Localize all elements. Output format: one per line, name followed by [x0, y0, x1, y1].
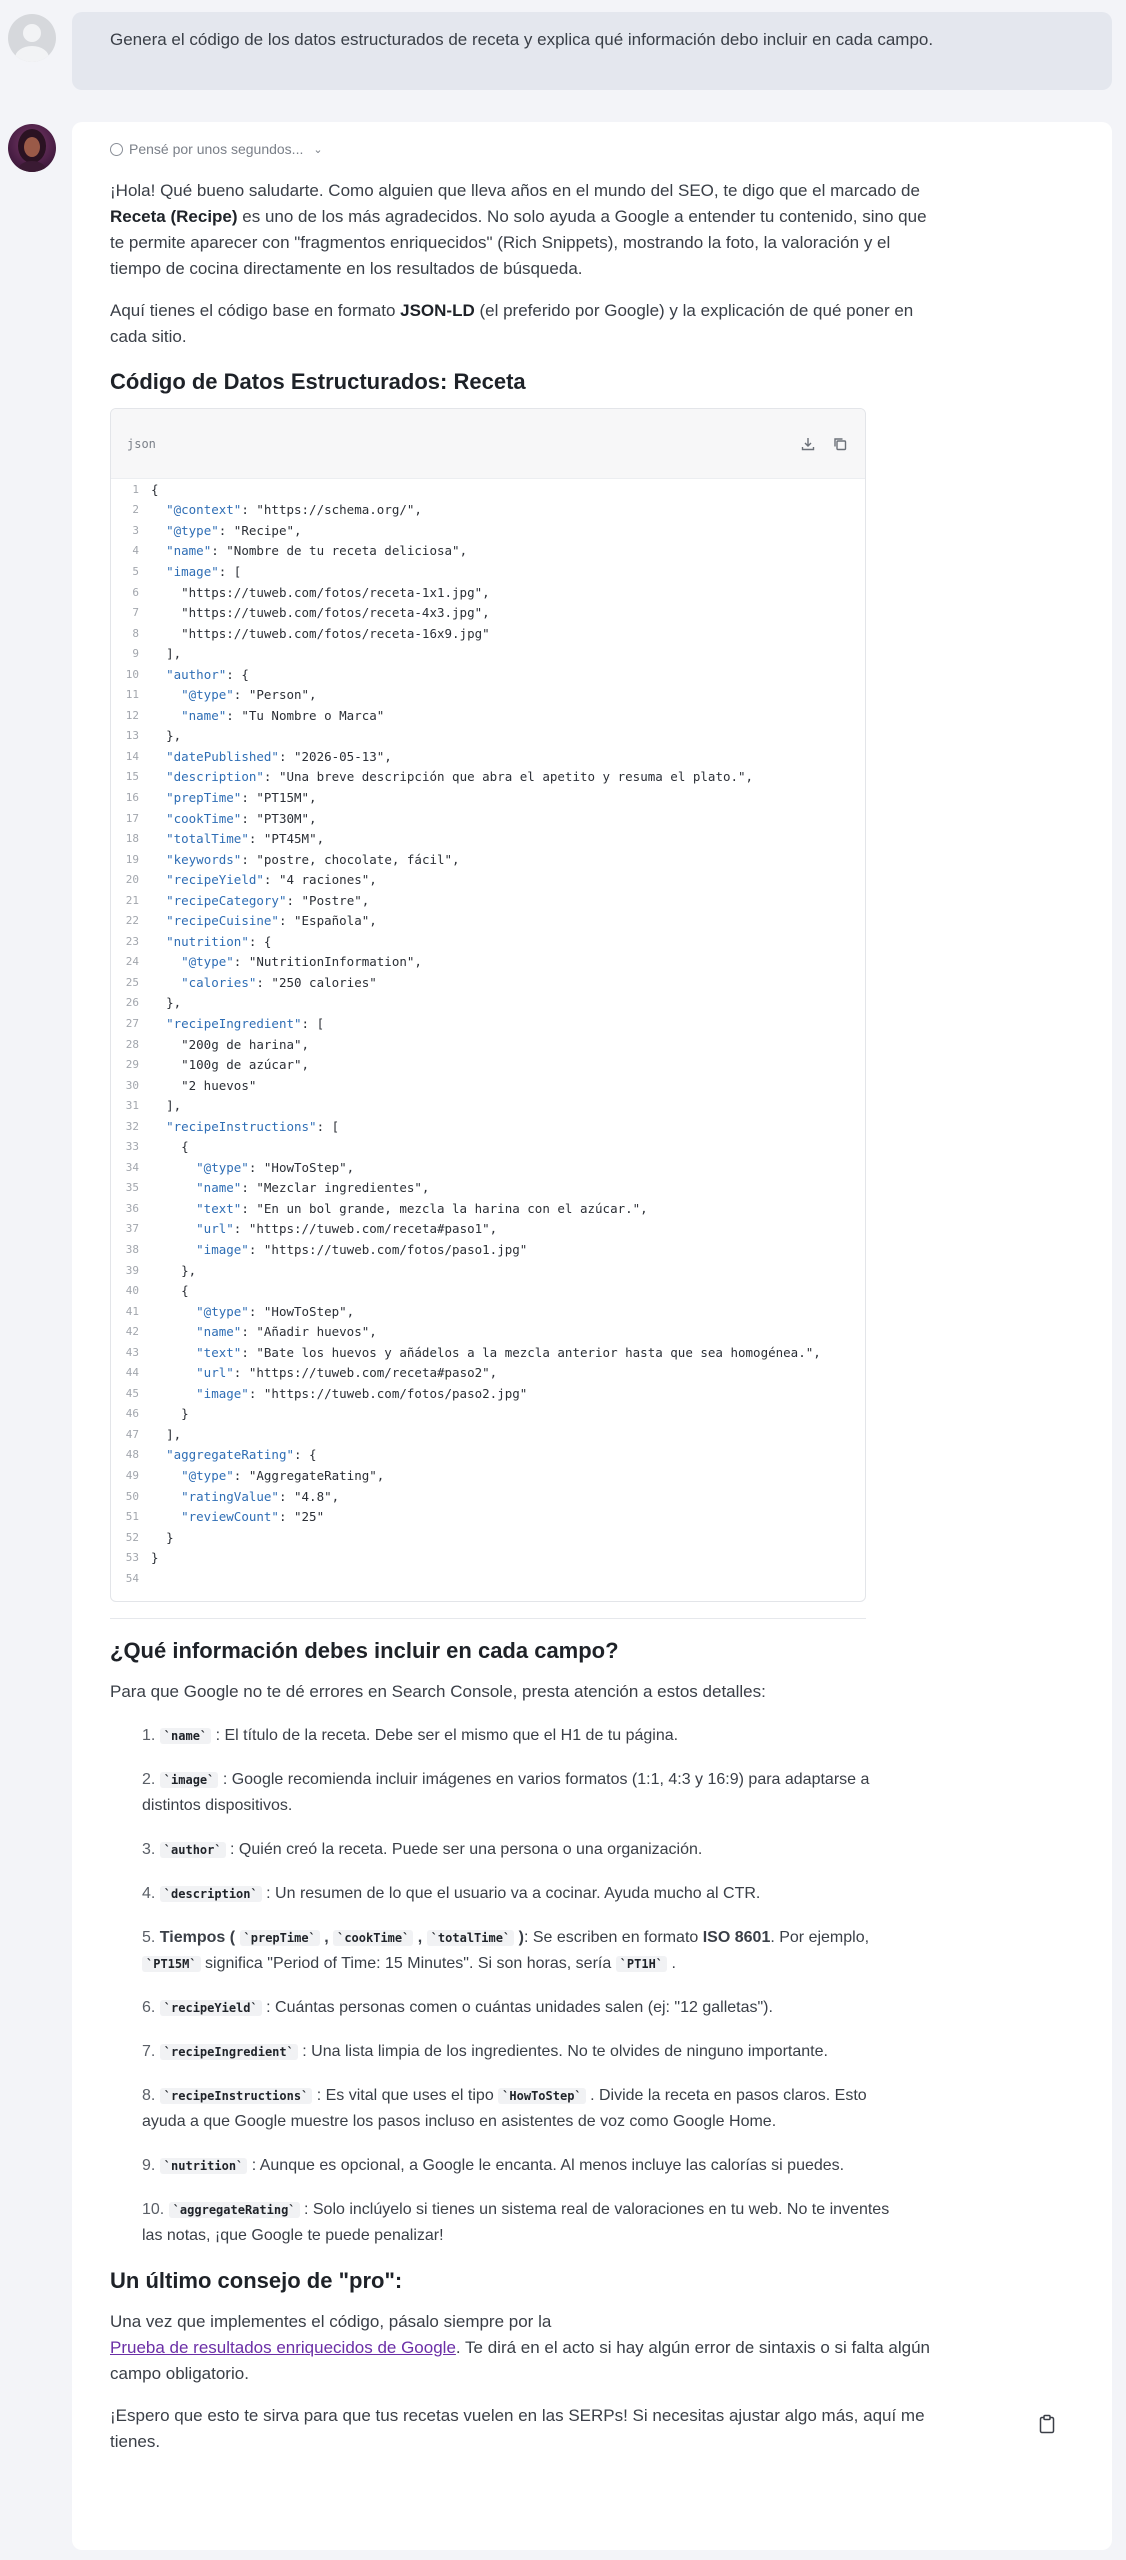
field-code: `PT15M`: [142, 1956, 201, 1972]
field-number: 3.: [142, 1840, 156, 1858]
code-line: [111, 1075, 865, 1096]
line-number: 20: [125, 873, 139, 887]
line-number: 33: [125, 1140, 139, 1154]
code-text: "cookTime": "PT30M",: [166, 810, 317, 826]
line-number: 22: [125, 914, 139, 928]
code-text: "@type": "HowToStep",: [196, 1303, 355, 1319]
line-number: 29: [125, 1058, 139, 1072]
code-line: [111, 890, 865, 911]
code-text: "https://tuweb.com/fotos/receta-16x9.jpg": [181, 625, 490, 641]
clipboard-icon[interactable]: [1038, 2414, 1058, 2436]
field-text: : Una lista limpia de los ingredientes. No te olvides de ninguno importante.: [297, 2042, 828, 2060]
code-line: [111, 910, 865, 931]
line-number: 39: [125, 1263, 139, 1277]
code-lines: [111, 479, 865, 1601]
field-text: : Aunque es opcional, a Google le encanta. Al menos incluye las calorías si puedes.: [247, 2156, 845, 2174]
line-number: 26: [125, 996, 139, 1010]
code-line: [111, 500, 865, 521]
code-line: [111, 767, 865, 788]
code-line: [111, 808, 865, 829]
code-line: [111, 561, 865, 582]
line-number: 28: [125, 1037, 139, 1051]
thinking-label: Pensé por unos segundos...: [129, 141, 304, 157]
code-line: [111, 1013, 865, 1034]
field-number: 6.: [142, 1998, 156, 2016]
code-text: {: [181, 1139, 189, 1155]
code-line: [111, 1568, 865, 1589]
code-text: "nutrition": {: [166, 933, 272, 949]
code-line: [111, 1506, 865, 1527]
code-key: "recipeCuisine": [166, 913, 279, 929]
code-line: [111, 849, 865, 870]
field-item: [142, 1723, 900, 1749]
field-text: : Un resumen de lo que el usuario va a cocinar. Ayuda mucho al CTR.: [261, 1884, 761, 1902]
field-code: `image`: [160, 1772, 219, 1788]
code-key: "@context": [166, 502, 242, 518]
line-number: 40: [125, 1284, 139, 1298]
code-text: {: [151, 481, 159, 497]
field-bold: ,: [413, 1928, 427, 1946]
line-number: 24: [125, 955, 139, 969]
field-number: 10.: [142, 2200, 165, 2218]
field-code: `totalTime`: [427, 1930, 514, 1946]
code-key: "description": [166, 769, 264, 785]
field-number: 4.: [142, 1884, 156, 1902]
code-text: "name": "Añadir huevos",: [196, 1324, 377, 1340]
code-text: "keywords": "postre, chocolate, fácil",: [166, 851, 460, 867]
field-code: `PT1H`: [616, 1956, 667, 1972]
code-key: "@type": [196, 1303, 249, 1319]
code-text: "prepTime": "PT15M",: [166, 789, 317, 805]
code-text: "image": [: [166, 563, 242, 579]
line-number: 35: [125, 1181, 139, 1195]
line-number: 8: [132, 626, 139, 640]
tip-text-2: . Te dirá en el acto si hay algún error de sintaxis o si falta algún campo obligatorio.: [110, 2337, 930, 2383]
tip-paragraph: [110, 2309, 940, 2387]
line-number: 11: [125, 688, 139, 702]
code-line: [111, 993, 865, 1014]
assistant-content: [110, 138, 940, 2455]
line-number: 31: [125, 1099, 139, 1113]
thinking-toggle[interactable]: [110, 138, 940, 160]
code-text: "name": "Mezclar ingredientes",: [196, 1180, 430, 1196]
code-line: [111, 1342, 865, 1363]
field-item: [142, 1925, 900, 1977]
field-text: : Cuántas personas comen o cuántas unidades salen (ej: "12 galletas").: [261, 1998, 773, 2016]
thinking-icon: [110, 143, 123, 156]
code-line: [111, 684, 865, 705]
code-text: ],: [166, 646, 182, 662]
line-number: 4: [132, 544, 139, 558]
line-number: 7: [132, 606, 139, 620]
code-language: json: [127, 436, 156, 451]
copy-icon[interactable]: [831, 435, 849, 453]
divider: [110, 1618, 866, 1619]
line-number: 46: [125, 1407, 139, 1421]
code-key: "text": [196, 1344, 242, 1360]
code-key: "@type": [196, 1159, 249, 1175]
code-heading: Código de Datos Estructurados: Receta: [110, 369, 526, 394]
code-line: [111, 787, 865, 808]
code-line: [111, 972, 865, 993]
code-text: "calories": "250 calories": [181, 974, 377, 990]
intro2-text-2: (el preferido por Google) y la explicación de qué poner en cada sitio.: [110, 301, 914, 346]
field-text: : Se escriben en formato: [523, 1928, 703, 1946]
field-text: . Por ejemplo,: [770, 1928, 870, 1946]
code-line: [111, 479, 865, 500]
line-number: 37: [125, 1222, 139, 1236]
code-line: [111, 1404, 865, 1425]
code-key: "text": [196, 1200, 242, 1216]
code-text: "@type": "NutritionInformation",: [181, 954, 422, 970]
tip-text-1: Una vez que implementes el código, pásalo siempre por la: [110, 2311, 552, 2331]
code-text: }: [151, 1550, 159, 1566]
field-code: `author`: [160, 1842, 226, 1858]
code-text: "ratingValue": "4.8",: [181, 1488, 340, 1504]
line-number: 21: [125, 893, 139, 907]
code-line: [111, 623, 865, 644]
line-number: 49: [125, 1469, 139, 1483]
code-text: "url": "https://tuweb.com/receta#paso1",: [196, 1221, 498, 1237]
intro2-bold-jsonld: JSON-LD: [400, 301, 475, 320]
line-number: 12: [125, 708, 139, 722]
field-text: .: [667, 1954, 676, 1972]
code-text: "2 huevos": [181, 1077, 257, 1093]
code-key: "image": [166, 563, 219, 579]
code-text: }: [166, 1529, 174, 1545]
line-number: 43: [125, 1345, 139, 1359]
field-code: `cookTime`: [333, 1930, 413, 1946]
line-number: 1: [132, 482, 139, 496]
line-number: 32: [125, 1119, 139, 1133]
field-number: 1.: [142, 1726, 156, 1744]
code-key: "recipeCategory": [166, 892, 287, 908]
line-number: 19: [125, 852, 139, 866]
line-number: 41: [125, 1304, 139, 1318]
code-text: "recipeCuisine": "Española",: [166, 913, 377, 929]
code-key: "@type": [181, 687, 234, 703]
code-key: "name": [166, 543, 212, 559]
line-number: 51: [125, 1510, 139, 1524]
code-line: [111, 1054, 865, 1075]
code-text: "datePublished": "2026-05-13",: [166, 748, 392, 764]
code-line: [111, 1280, 865, 1301]
field-text: : Quién creó la receta. Puede ser una persona o una organización.: [225, 1840, 703, 1858]
line-number: 6: [132, 585, 139, 599]
code-text: "@type": "Person",: [181, 687, 317, 703]
code-text: "image": "https://tuweb.com/fotos/paso2.jpg": [196, 1385, 528, 1401]
code-text: "recipeIngredient": [: [166, 1015, 325, 1031]
field-number: 2.: [142, 1770, 156, 1788]
code-key: "keywords": [166, 851, 242, 867]
code-text: },: [166, 995, 182, 1011]
code-text: "https://tuweb.com/fotos/receta-1x1.jpg",: [181, 584, 490, 600]
code-line: [111, 1527, 865, 1548]
code-key: "name": [181, 707, 227, 723]
code-text: ],: [166, 1426, 182, 1442]
code-line: [111, 664, 865, 685]
code-key: "aggregateRating": [166, 1447, 294, 1463]
code-key: "image": [196, 1242, 249, 1257]
code-key: "@type": [166, 522, 219, 538]
line-number: 9: [132, 647, 139, 661]
field-bold: ): [514, 1928, 524, 1946]
line-number: 44: [125, 1366, 139, 1380]
line-number: 25: [125, 975, 139, 989]
code-key: "datePublished": [166, 748, 279, 764]
field-item: [142, 1881, 900, 1907]
code-line: [111, 602, 865, 623]
line-number: 23: [125, 934, 139, 948]
code-text: "@type": "HowToStep",: [196, 1159, 355, 1175]
code-text: "recipeYield": "4 raciones",: [166, 872, 377, 888]
intro2-text-1: Aquí tienes el código base en formato: [110, 301, 401, 320]
download-icon[interactable]: [799, 435, 817, 453]
chevron-down-icon: ⌄: [313, 143, 323, 156]
code-text: "100g de azúcar",: [181, 1057, 310, 1073]
field-number: 8.: [142, 2086, 156, 2104]
field-code: `recipeIngredient`: [160, 2044, 298, 2060]
code-text: "image": "https://tuweb.com/fotos/paso1.jpg": [196, 1242, 528, 1257]
field-item: [142, 1767, 900, 1819]
field-item: [142, 1837, 900, 1863]
code-text: "author": {: [166, 666, 249, 682]
line-number: 48: [125, 1448, 139, 1462]
line-number: 54: [125, 1571, 139, 1585]
line-number: 18: [125, 832, 139, 846]
line-number: 3: [132, 523, 139, 537]
line-number: 16: [125, 790, 139, 804]
assistant-avatar: [8, 124, 56, 172]
code-text: ],: [166, 1098, 182, 1114]
code-key: "reviewCount": [181, 1509, 279, 1525]
code-line: [111, 828, 865, 849]
code-line: [111, 1301, 865, 1322]
line-number: 52: [125, 1530, 139, 1544]
field-text: significa "Period of Time: 15 Minutes". Si son horas, sería: [200, 1954, 616, 1972]
line-number: 14: [125, 749, 139, 763]
code-line: [111, 541, 865, 562]
code-block: [110, 408, 866, 1602]
field-item: [142, 2197, 900, 2249]
code-line: [111, 1383, 865, 1404]
line-number: 38: [125, 1243, 139, 1256]
code-text: "reviewCount": "25": [181, 1509, 325, 1525]
code-line: [111, 1157, 865, 1178]
field-item: [142, 2153, 900, 2179]
code-line: [111, 643, 865, 664]
tip-heading: Un último consejo de "pro":: [110, 2267, 403, 2293]
line-number: 10: [125, 667, 139, 681]
line-number: 53: [125, 1551, 139, 1565]
line-number: 5: [132, 564, 139, 578]
intro-paragraph: [110, 178, 940, 282]
line-number: 42: [125, 1325, 139, 1339]
code-text: {: [181, 1283, 189, 1299]
code-line: [111, 1095, 865, 1116]
code-line: [111, 1363, 865, 1384]
line-number: 15: [125, 770, 139, 784]
code-line: [111, 705, 865, 726]
intro-bold-recipe: Receta (Recipe): [110, 207, 238, 226]
field-bold: ,: [319, 1928, 334, 1946]
code-line: [111, 1486, 865, 1507]
code-line: [111, 1198, 865, 1219]
code-key: "url": [196, 1365, 234, 1381]
code-key: "ratingValue": [181, 1488, 279, 1504]
code-text: "@type": "AggregateRating",: [181, 1468, 385, 1484]
code-toolbar: [111, 409, 865, 479]
line-number: 50: [125, 1489, 139, 1503]
code-line: [111, 1547, 865, 1568]
field-code: `recipeInstructions`: [160, 2088, 313, 2104]
code-line: [111, 1034, 865, 1055]
code-line: [111, 952, 865, 973]
field-number: 7.: [142, 2042, 156, 2060]
code-text: }: [181, 1406, 189, 1422]
code-key: "nutrition": [166, 933, 249, 949]
code-line: [111, 1137, 865, 1158]
line-number: 30: [125, 1078, 139, 1092]
line-number: 2: [132, 503, 139, 517]
code-key: "recipeYield": [166, 872, 264, 888]
code-key: "name": [196, 1324, 242, 1340]
code-key: "recipeInstructions": [166, 1118, 317, 1134]
code-line: [111, 1445, 865, 1466]
code-text: "recipeInstructions": [: [166, 1118, 340, 1134]
code-line: [111, 869, 865, 890]
code-text: "recipeCategory": "Postre",: [166, 892, 370, 908]
code-key: "cookTime": [166, 810, 242, 826]
code-line: [111, 1239, 865, 1260]
field-number: 9.: [142, 2156, 156, 2174]
intro-text-2: es uno de los más agradecidos. No solo ayuda a Google a entender tu contenido, sino que te permite aparecer con "fragmentos enriquecidos" (Rich Snippets), mostrando la foto, la valoración y el tiempo de cocina directamente en los resultados de búsqueda.: [110, 207, 927, 278]
code-key: "totalTime": [166, 831, 249, 847]
line-number: 47: [125, 1427, 139, 1441]
code-text: "text": "Bate los huevos y añádelos a la mezcla anterior hasta que sea homogénea.",: [196, 1344, 821, 1360]
code-line: [111, 1116, 865, 1137]
field-text: : Es vital que uses el tipo: [312, 2086, 499, 2104]
field-text: : Solo inclúyelo si tienes un sistema real de valoraciones en tu web. No te inventes las notas, ¡que Google te puede penalizar!: [142, 2200, 890, 2244]
line-number: 34: [125, 1160, 139, 1174]
code-line: [111, 1424, 865, 1445]
code-line: [111, 1321, 865, 1342]
line-number: 45: [125, 1386, 139, 1400]
code-key: "name": [196, 1180, 242, 1196]
intro-text-1: ¡Hola! Qué bueno saludarte. Como alguien que lleva años en el mundo del SEO, te digo que el marcado de: [110, 181, 920, 200]
code-line: [111, 1219, 865, 1240]
code-text: "url": "https://tuweb.com/receta#paso2",: [196, 1365, 498, 1381]
code-line: [111, 582, 865, 603]
field-number: 5.: [142, 1928, 156, 1946]
code-line: [111, 726, 865, 747]
code-text: "name": "Nombre de tu receta deliciosa",: [166, 543, 468, 559]
line-number: 13: [125, 729, 139, 743]
line-number: 27: [125, 1016, 139, 1030]
field-text: : Google recomienda incluir imágenes en varios formatos (1:1, 4:3 y 16:9) para adaptarse a distintos dispositivos.: [142, 1770, 870, 1814]
field-text: . Divide la receta en pasos claros. Esto ayuda a que Google muestre los pasos incluso en asistentes de voz como Google Home.: [142, 2086, 867, 2130]
field-code: `recipeYield`: [160, 2000, 262, 2016]
code-text: "https://tuweb.com/fotos/receta-4x3.jpg",: [181, 605, 490, 621]
code-text: "text": "En un bol grande, mezcla la harina con el azúcar.",: [196, 1200, 648, 1216]
field-code: `name`: [160, 1728, 211, 1744]
code-line: [111, 746, 865, 767]
code-text: "description": "Una breve descripción que abra el apetito y resuma el plato.",: [166, 769, 754, 785]
code-key: "prepTime": [166, 789, 242, 805]
fields-intro: Para que Google no te dé errores en Search Console, presta atención a estos detalles:: [110, 1681, 766, 1701]
code-text: },: [181, 1262, 197, 1278]
user-avatar: [8, 14, 56, 62]
assistant-message: [72, 122, 1112, 2550]
code-line: [111, 1465, 865, 1486]
line-number: 36: [125, 1201, 139, 1215]
code-key: "calories": [181, 974, 257, 990]
code-key: "recipeIngredient": [166, 1015, 302, 1031]
code-text: "@type": "Recipe",: [166, 522, 302, 538]
code-text: },: [166, 728, 182, 744]
intro-paragraph-2: [110, 298, 940, 350]
field-item: [142, 1995, 900, 2021]
code-key: "@type": [181, 1468, 234, 1484]
user-message-text: Genera el código de los datos estructurados de receta y explica qué información debo incluir en cada campo.: [110, 30, 934, 49]
code-text: "name": "Tu Nombre o Marca": [181, 707, 385, 723]
field-text: : El título de la receta. Debe ser el mismo que el H1 de tu página.: [211, 1726, 679, 1744]
fields-list: [110, 1723, 900, 2249]
code-text: "@context": "https://schema.org/",: [166, 502, 422, 518]
field-item: [142, 2083, 900, 2135]
code-key: "image": [196, 1385, 249, 1401]
closing-paragraph: ¡Espero que esto te sirva para que tus recetas vuelen en las SERPs! Si necesitas ajustar algo más, aquí me tienes.: [110, 2405, 925, 2451]
field-bold: Tiempos (: [159, 1928, 240, 1946]
line-number: 17: [125, 811, 139, 825]
code-line: [111, 520, 865, 541]
code-line: [111, 931, 865, 952]
field-code: `nutrition`: [160, 2158, 247, 2174]
field-code: `prepTime`: [240, 1930, 320, 1946]
code-text: "aggregateRating": {: [166, 1447, 317, 1463]
code-key: "author": [166, 666, 227, 682]
code-key: "@type": [181, 954, 234, 970]
code-text: "200g de harina",: [181, 1036, 310, 1052]
code-key: "url": [196, 1221, 234, 1237]
code-line: [111, 1178, 865, 1199]
user-message: [72, 12, 1112, 90]
code-line: [111, 1260, 865, 1281]
code-text: "totalTime": "PT45M",: [166, 831, 325, 847]
field-code: `description`: [160, 1886, 262, 1902]
fields-heading: ¿Qué información debes incluir en cada campo?: [110, 1637, 619, 1663]
field-bold: ISO 8601: [702, 1928, 771, 1946]
field-item: [142, 2039, 900, 2065]
field-code: `aggregateRating`: [169, 2202, 300, 2218]
rich-results-test-link[interactable]: Prueba de resultados enriquecidos de Google: [110, 2337, 456, 2357]
field-code: `HowToStep`: [498, 2088, 585, 2104]
